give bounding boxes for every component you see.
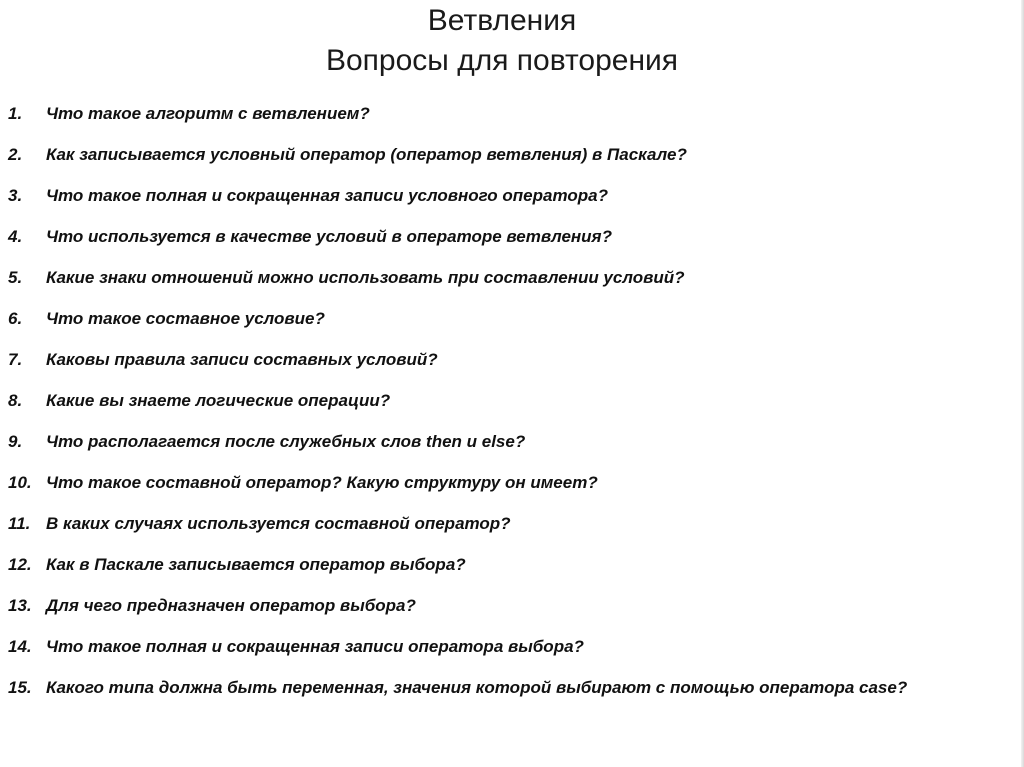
question-text: Какие знаки отношений можно использовать при составлении условий? xyxy=(46,268,685,287)
question-number: 3. xyxy=(8,186,23,205)
question-number: 2. xyxy=(8,145,23,164)
slide-subtitle: Вопросы для повторения xyxy=(325,44,679,77)
list-item xyxy=(8,186,1008,227)
question-number: 11. xyxy=(8,514,31,533)
question-number: 1. xyxy=(8,104,23,123)
question-text: Какого типа должна быть переменная, значения которой выбирают с помощью оператора case? xyxy=(46,678,908,697)
slide-title: Ветвления xyxy=(427,4,577,37)
question-number: 9. xyxy=(8,432,23,451)
question-text: Что такое составной оператор? Какую структуру он имеет? xyxy=(46,473,598,492)
list-item xyxy=(8,678,1008,719)
list-item xyxy=(8,596,1008,637)
question-text: Каковы правила записи составных условий? xyxy=(46,350,438,369)
question-text: Что такое полная и сокращенная записи условного оператора? xyxy=(46,186,608,205)
question-number: 8. xyxy=(8,391,23,410)
question-text: Как в Паскале записывается оператор выбора? xyxy=(46,555,466,574)
list-item xyxy=(8,514,1008,555)
question-text: Что такое составное условие? xyxy=(46,309,325,328)
list-item xyxy=(8,104,1008,145)
question-text: Что такое полная и сокращенная записи оператора выбора? xyxy=(46,637,584,656)
question-number: 4. xyxy=(8,227,23,246)
list-item xyxy=(8,227,1008,268)
question-number: 10. xyxy=(8,473,32,492)
question-text: В каких случаях используется составной оператор? xyxy=(46,514,511,533)
question-text: Что такое алгоритм с ветвлением? xyxy=(46,104,370,123)
list-item xyxy=(8,350,1008,391)
list-item xyxy=(8,473,1008,514)
list-item xyxy=(8,145,1008,186)
list-item xyxy=(8,391,1008,432)
question-text: Что используется в качестве условий в операторе ветвления? xyxy=(46,227,612,246)
question-number: 7. xyxy=(8,350,23,369)
slide-title-block xyxy=(0,0,1024,81)
list-item xyxy=(8,309,1008,350)
list-item xyxy=(8,555,1008,596)
question-number: 14. xyxy=(8,637,32,656)
question-number: 5. xyxy=(8,268,23,287)
list-item xyxy=(8,637,1008,678)
list-item xyxy=(8,268,1008,309)
question-number: 13. xyxy=(8,596,32,615)
question-text: Какие вы знаете логические операции? xyxy=(46,391,391,410)
question-text: Как записывается условный оператор (оператор ветвления) в Паскале? xyxy=(46,145,687,164)
question-number: 6. xyxy=(8,309,23,328)
question-text: Для чего предназначен оператор выбора? xyxy=(46,596,416,615)
question-list xyxy=(8,104,1008,719)
question-text: Что располагается после служебных слов then и else? xyxy=(46,432,526,451)
list-item xyxy=(8,432,1008,473)
question-number: 15. xyxy=(8,678,32,697)
question-number: 12. xyxy=(8,555,32,574)
